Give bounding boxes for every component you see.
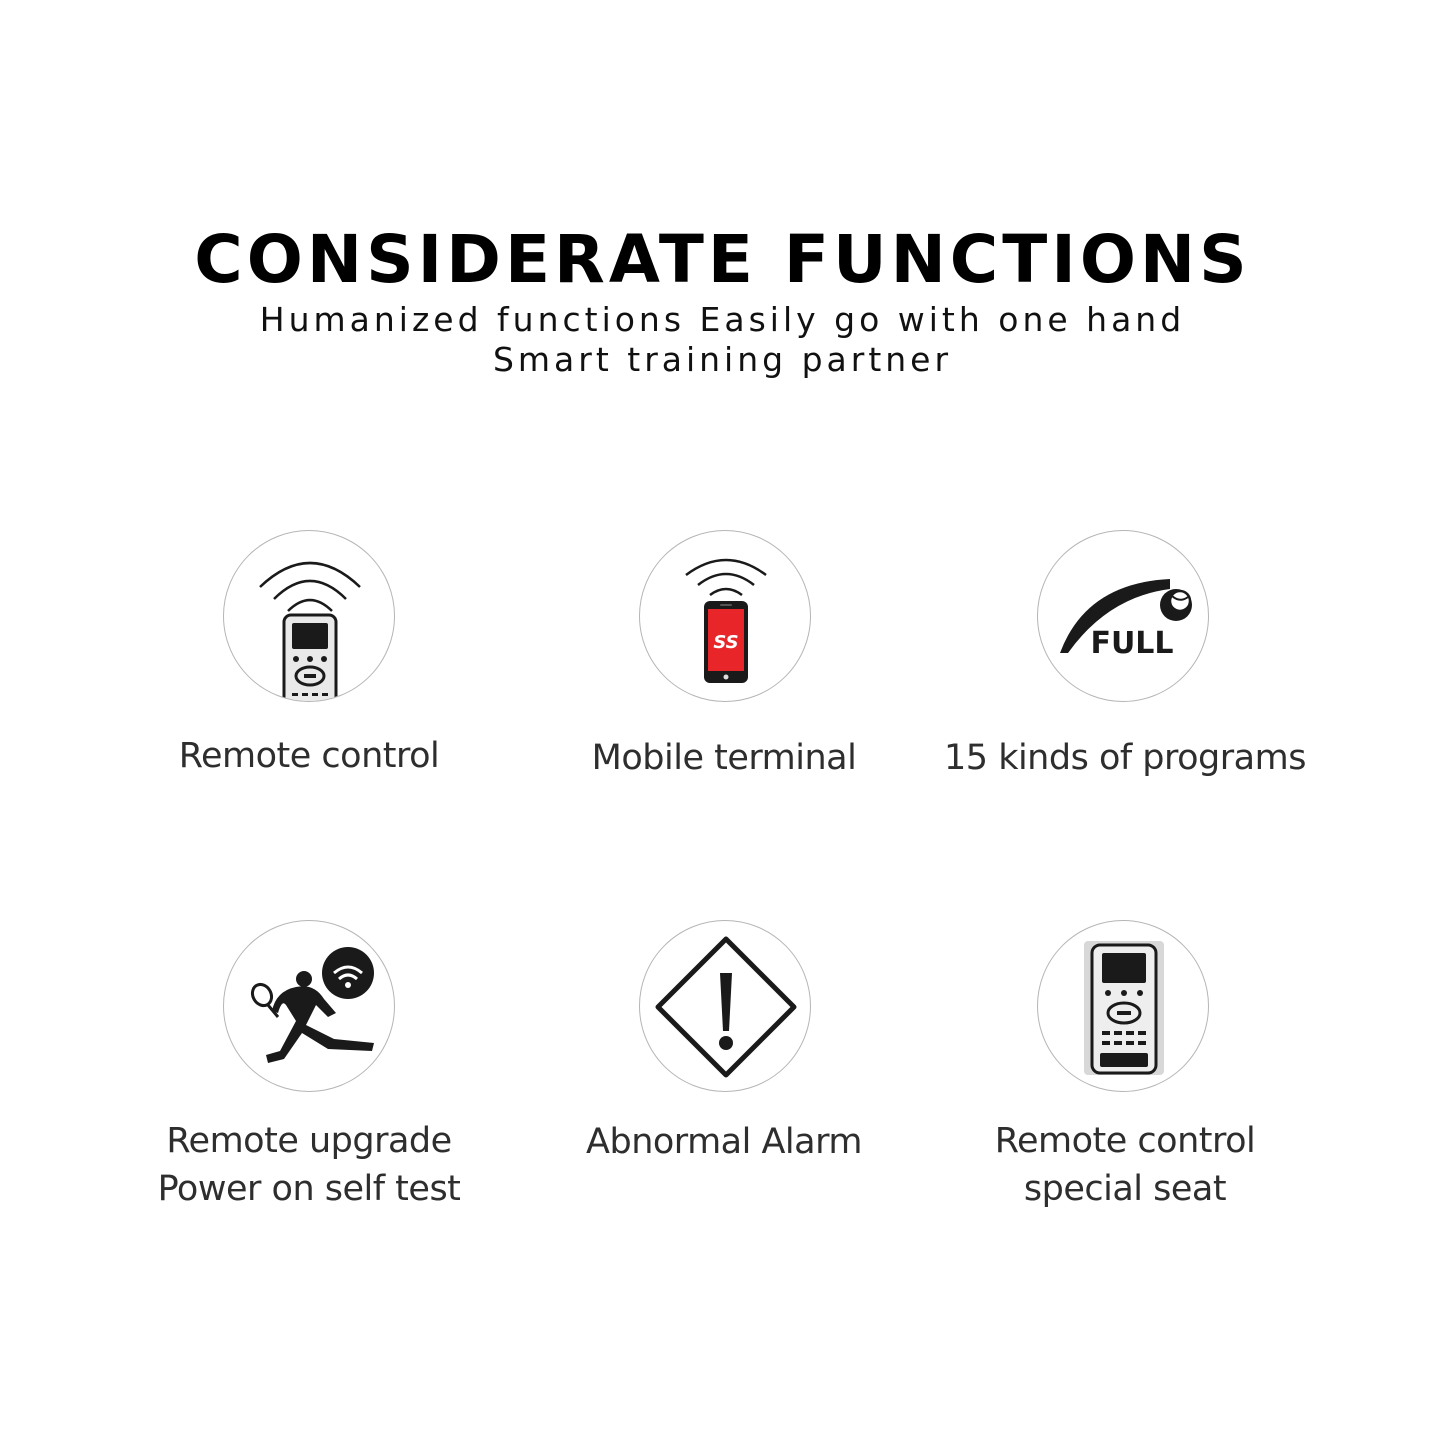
svg-text:SS: SS xyxy=(713,632,739,653)
player-upgrade-icon xyxy=(223,920,395,1092)
feature-abnormal-alarm xyxy=(514,920,934,1180)
feature-label-line1: Remote control xyxy=(994,1121,1256,1161)
remote-control-icon xyxy=(223,530,395,702)
feature-label: Mobile terminal xyxy=(591,738,857,778)
warning-icon xyxy=(639,920,811,1092)
feature-label: Abnormal Alarm xyxy=(586,1122,862,1162)
feature-label: 15 kinds of programs xyxy=(944,738,1306,778)
feature-remote-upgrade xyxy=(99,920,519,1220)
feature-label: Remote control xyxy=(178,736,440,776)
feature-label-line1: Remote upgrade xyxy=(166,1121,452,1161)
page-subtitle-line1: Humanized functions Easily go with one hand xyxy=(259,300,1186,339)
feature-label-line2: Power on self test xyxy=(157,1169,461,1209)
feature-mobile-terminal xyxy=(514,530,934,790)
feature-programs xyxy=(915,530,1335,790)
remote-seat-icon xyxy=(1037,920,1209,1092)
page-title: CONSIDERATE FUNCTIONS xyxy=(194,221,1251,298)
feature-remote-control xyxy=(99,530,519,790)
full-program-icon xyxy=(1037,530,1209,702)
mobile-phone-icon xyxy=(639,530,811,702)
feature-label-line2: special seat xyxy=(1023,1169,1227,1209)
feature-remote-seat xyxy=(915,920,1335,1220)
full-text: FULL xyxy=(1090,626,1174,661)
page-subtitle-line2: Smart training partner xyxy=(492,340,953,379)
